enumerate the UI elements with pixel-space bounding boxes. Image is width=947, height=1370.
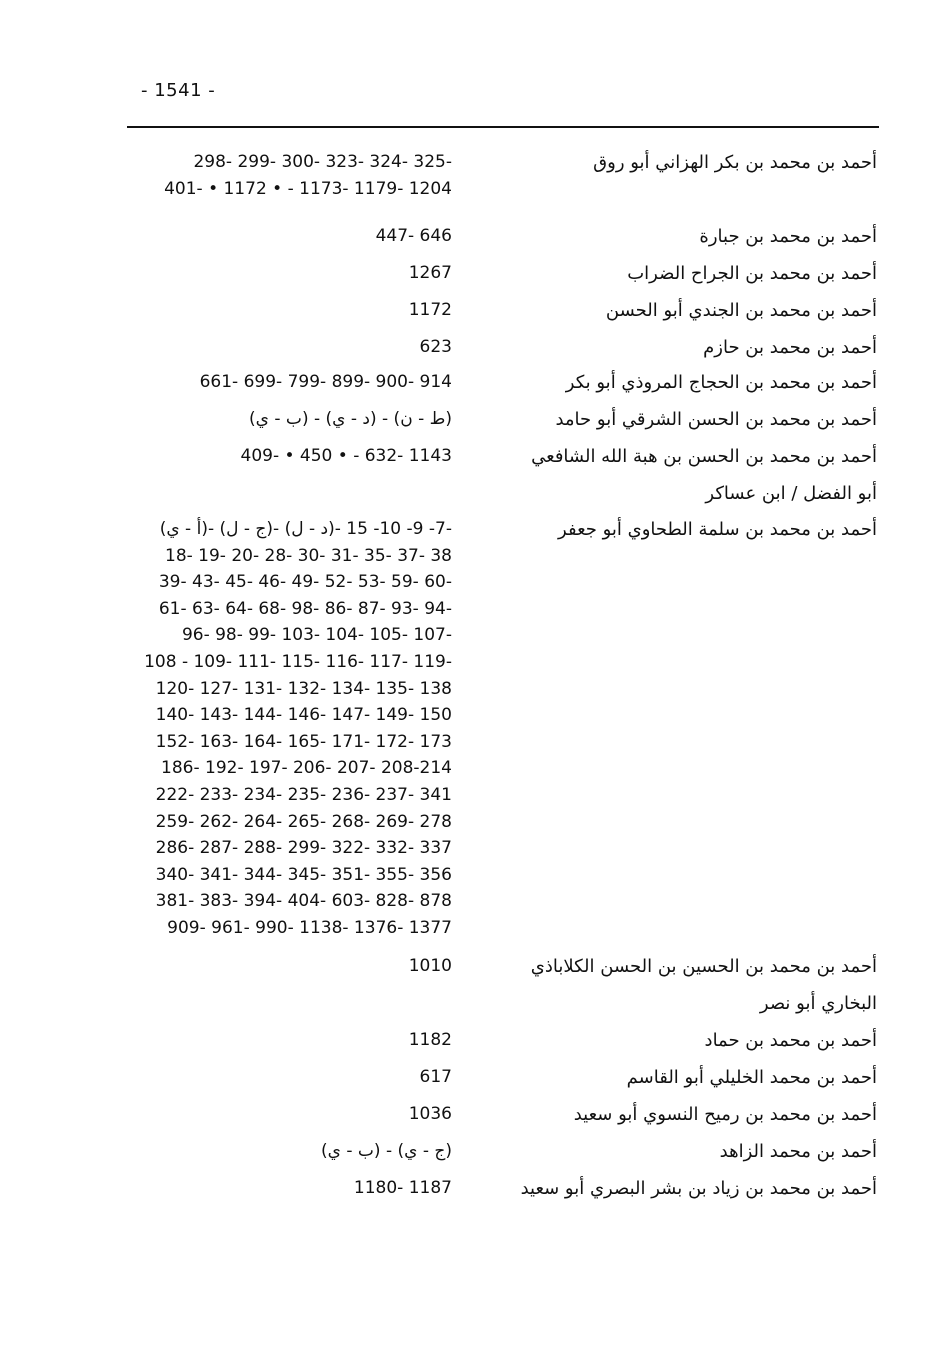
entry-name: أحمد بن محمد بن حازم: [703, 337, 877, 358]
entry-page-refs: [72, 1138, 452, 1165]
entry-name: أحمد بن محمد الخليلي أبو القاسم: [626, 1067, 877, 1088]
page-ref-line: 340- 341- 344- 345- 351- 355- 356: [155, 864, 452, 885]
page-ref-line: 661- 699- 799- 899- 900- 914: [199, 372, 452, 392]
entry-page-refs: [72, 149, 452, 202]
page-ref-line: 1180- 1187: [353, 1178, 452, 1198]
entry-name: أبو الفضل / ابن عساكر: [705, 483, 877, 504]
page-ref-line: 1010: [408, 956, 452, 976]
entry-page-refs: [72, 1101, 452, 1128]
page-ref-line: (أ - ي)- (ج - ل)- (د - ل)- 7- 9- 10- 15-: [159, 519, 452, 539]
page-ref-line: 61- 63- 64- 68- 98- 86- 87- 93- 94-: [158, 598, 452, 619]
page-ref-line: 1267: [408, 263, 452, 283]
page-ref-line: 96- 98- 99- 103- 104- 105- 107-: [181, 625, 452, 646]
page-ref-line: 108 - 109- 111- 115- 116- 117- 119-: [144, 651, 452, 672]
entry-page-refs: [72, 953, 452, 980]
page-ref-line: 409- • 450 • - 632- 1143: [240, 446, 452, 466]
entry-page-refs: [72, 297, 452, 324]
entry-page-refs: [72, 260, 452, 287]
entry-name: أحمد بن محمد بن الجراح الضراب: [627, 263, 877, 284]
page-ref-line: 39- 43- 45- 46- 49- 52- 53- 59- 60-: [158, 572, 452, 593]
entry-name: أحمد بن محمد بن رميح النسوي أبو سعيد: [573, 1104, 877, 1125]
page-ref-line: 617: [419, 1067, 452, 1087]
entry-name: أحمد بن محمد بن بكر الهزاني أبو روق: [593, 152, 877, 173]
entry-page-refs: [72, 1027, 452, 1054]
entry-name: أحمد بن محمد الزاهد: [719, 1141, 877, 1162]
page-ref-line: 18- 19- 20- 28- 30- 31- 35- 37- 38: [165, 545, 452, 566]
page-ref-line: 186- 192- 197- 206- 207- 208-214: [161, 758, 452, 779]
entry-name: أحمد بن محمد بن سلمة الطحاوي أبو جعفر: [558, 519, 877, 540]
entry-name: أحمد بن محمد بن حماد: [704, 1030, 877, 1051]
entry-page-refs: [72, 406, 452, 433]
entry-page-refs: [72, 443, 452, 470]
entry-page-refs: [72, 334, 452, 361]
page-ref-line: 623: [419, 337, 452, 357]
page-ref-line: (ب - ي) - (ج - ي): [321, 1141, 452, 1161]
entry-name: البخاري أبو نصر: [759, 993, 877, 1014]
entry-name: أحمد بن محمد بن الحسن بن هبة الله الشافعي: [531, 446, 877, 467]
page-ref-line: 1182: [408, 1030, 452, 1050]
entry-name: أحمد بن محمد بن الحسين بن الحسن الكلاباذي: [530, 956, 877, 977]
page-ref-line: 120- 127- 131- 132- 134- 135- 138: [155, 678, 452, 699]
entry-page-refs: [72, 1064, 452, 1091]
page-number: - 1541 -: [141, 80, 216, 101]
entry-page-refs: [72, 516, 452, 942]
entry-name: أحمد بن محمد بن زياد بن بشر البصري أبو سعيد: [520, 1178, 877, 1199]
page-ref-line: 140- 143- 144- 146- 147- 149- 150: [155, 705, 452, 726]
page-ref-line: 152- 163- 164- 165- 171- 172- 173: [155, 731, 452, 752]
page-ref-line: 259- 262- 264- 265- 268- 269- 278: [155, 811, 452, 832]
page-ref-line: 1036: [408, 1104, 452, 1124]
entry-name: أحمد بن محمد بن الحسن الشرقي أبو حامد: [555, 409, 877, 430]
page-ref-line: 381- 383- 394- 404- 603- 828- 878: [155, 891, 452, 912]
page-ref-line: 447- 646: [375, 226, 452, 246]
entry-page-refs: [72, 369, 452, 396]
page-ref-line: 909- 961- 990- 1138- 1376- 1377: [167, 917, 452, 938]
page-ref-line: 298- 299- 300- 323- 324- 325-: [193, 152, 452, 172]
page-ref-line: 222- 233- 234- 235- 236- 237- 341: [155, 784, 452, 805]
entry-page-refs: [72, 223, 452, 250]
entry-name: أحمد بن محمد بن الجندي أبو الحسن: [605, 300, 877, 321]
page-ref-line: 286- 287- 288- 299- 322- 332- 337: [155, 838, 452, 859]
page-ref-line: (ب - ي) - (د - ي) - (ط - ن): [249, 409, 452, 429]
page-ref-line: 1172: [408, 300, 452, 320]
page-ref-line: 401- • 1172 • - 1173- 1179- 1204: [164, 178, 452, 199]
entry-name: أحمد بن محمد بن الحجاج المروذي أبو بكر: [565, 372, 877, 393]
entry-page-refs: [72, 1175, 452, 1202]
entry-name: أحمد بن محمد بن جبارة: [699, 226, 877, 247]
